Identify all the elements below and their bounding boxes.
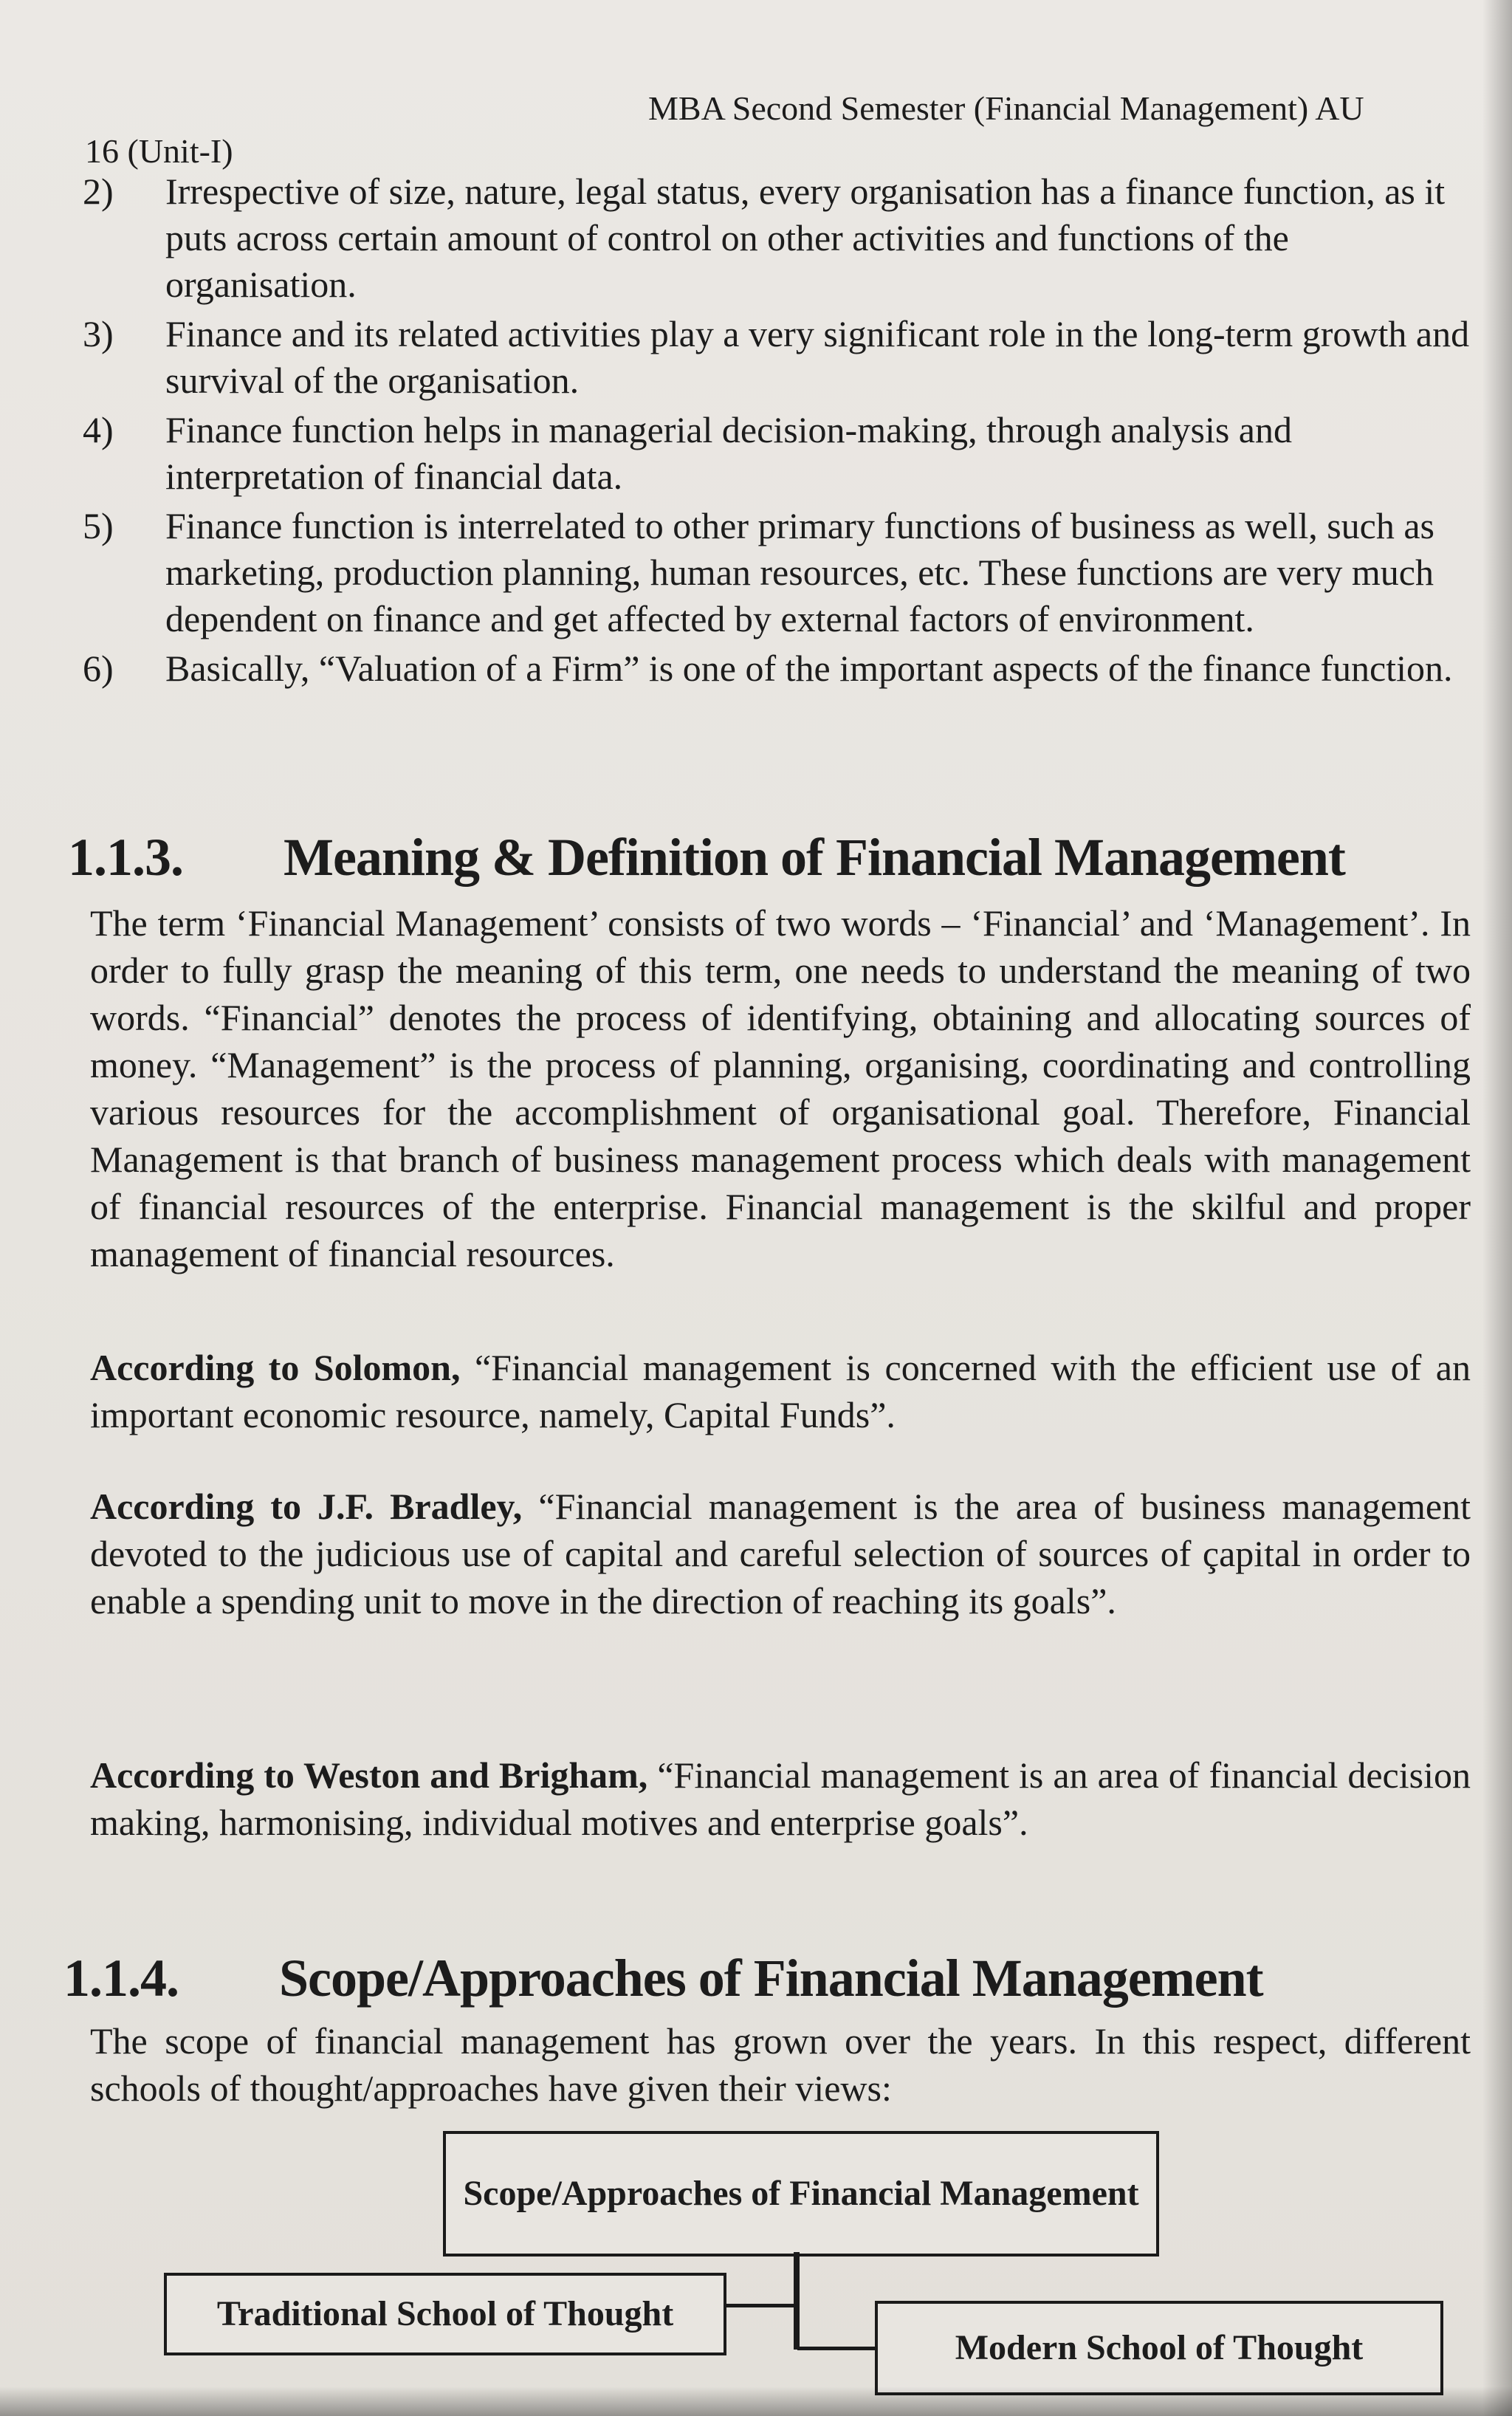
page-header-left: 16 (Unit-I) <box>85 132 233 170</box>
list-item-number: 3) <box>83 313 114 354</box>
diagram-left-connector <box>724 2304 797 2307</box>
section-1-1-3-body: The term ‘Financial Management’ consists of two words – ‘Financial’ and ‘Management’. In order to fully grasp the meaning of this term, one needs to understand the meaning of two words. “Financial” denotes the process of identifying, obtaining and allocating sources of money. “Management” is the process of planning, organising, coordinating and controlling various resources for the accomplishment of organisational goal. Therefore, Financial Management is that branch of business management process which deals with management of financial resources of the enterprise. Financial management is the skilful and proper management of financial resources. <box>90 902 1471 1274</box>
section-1-1-4-body: The scope of financial management has grown over the years. In this respect, different schools of thought/approaches have given their views: <box>90 2020 1471 2109</box>
section-title: Meaning & Definition of Financial Management <box>284 828 1345 887</box>
list-item-text: Irrespective of size, nature, legal status, every organisation has a finance function, as it puts across certain amount of control on other activities and functions of the organisation. <box>165 171 1446 305</box>
list-item-text: Finance and its related activities play a very significant role in the long-term growth and survival of the organisation. <box>165 313 1470 401</box>
definition-solomon <box>90 1344 1471 1438</box>
section-title: Scope/Approaches of Financial Management <box>279 1949 1263 2008</box>
definition-text: “Financial management is an area of financial decision making, harmonising, individual motives and enterprise goals”. <box>90 1754 1471 1843</box>
definition-text: “Financial management is concerned with the efficient use of an important economic resource, namely, Capital Funds”. <box>90 1347 1471 1435</box>
list-item-text: Basically, “Valuation of a Firm” is one of the important aspects of the finance function. <box>165 648 1453 689</box>
section-number: 1.1.3. <box>68 828 183 887</box>
page-edge-shadow <box>1482 0 1512 2416</box>
diagram-traditional-box: Traditional School of Thought <box>164 2273 726 2355</box>
section-number: 1.1.4. <box>63 1949 179 2008</box>
diagram-trunk-connector <box>794 2252 800 2350</box>
list-item-number: 5) <box>83 505 114 546</box>
list-item-text: Finance function is interrelated to other primary functions of business as well, such as marketing, production planning, human resources, etc. These functions are very much dependent on finance and get affected by external factors of environment. <box>165 505 1435 639</box>
definition-text: “Financial management is the area of business management devoted to the judicious use of capital and careful selection of sources of çapital in order to enable a spending unit to move in the direction of reaching its goals”. <box>90 1486 1471 1621</box>
page-bottom-shadow <box>0 2386 1512 2416</box>
diagram-right-connector <box>797 2347 877 2350</box>
definition-author: According to J.F. Bradley, <box>90 1486 523 1527</box>
list-item <box>83 311 1485 404</box>
list-item <box>83 407 1485 500</box>
list-item-text: Finance function helps in managerial decision-making, through analysis and interpretation of financial data. <box>165 409 1293 497</box>
list-item <box>83 503 1485 642</box>
diagram-modern-box: Modern School of Thought <box>875 2301 1443 2395</box>
definition-weston-brigham <box>90 1751 1471 1846</box>
page-header-right: MBA Second Semester (Financial Management) AU <box>648 89 1364 127</box>
list-item <box>83 168 1485 308</box>
section-heading-1-1-3 <box>68 827 1345 888</box>
definition-author: According to Solomon, <box>90 1347 461 1388</box>
finance-function-list <box>83 168 1485 695</box>
list-item-number: 4) <box>83 409 114 450</box>
definition-bradley <box>90 1483 1471 1624</box>
section-heading-1-1-4 <box>63 1948 1263 2009</box>
list-item-number: 6) <box>83 648 114 689</box>
list-item <box>83 645 1485 692</box>
definition-author: According to Weston and Brigham, <box>90 1754 648 1796</box>
diagram-root-box: Scope/Approaches of Financial Management <box>443 2131 1159 2257</box>
list-item-number: 2) <box>83 171 114 212</box>
